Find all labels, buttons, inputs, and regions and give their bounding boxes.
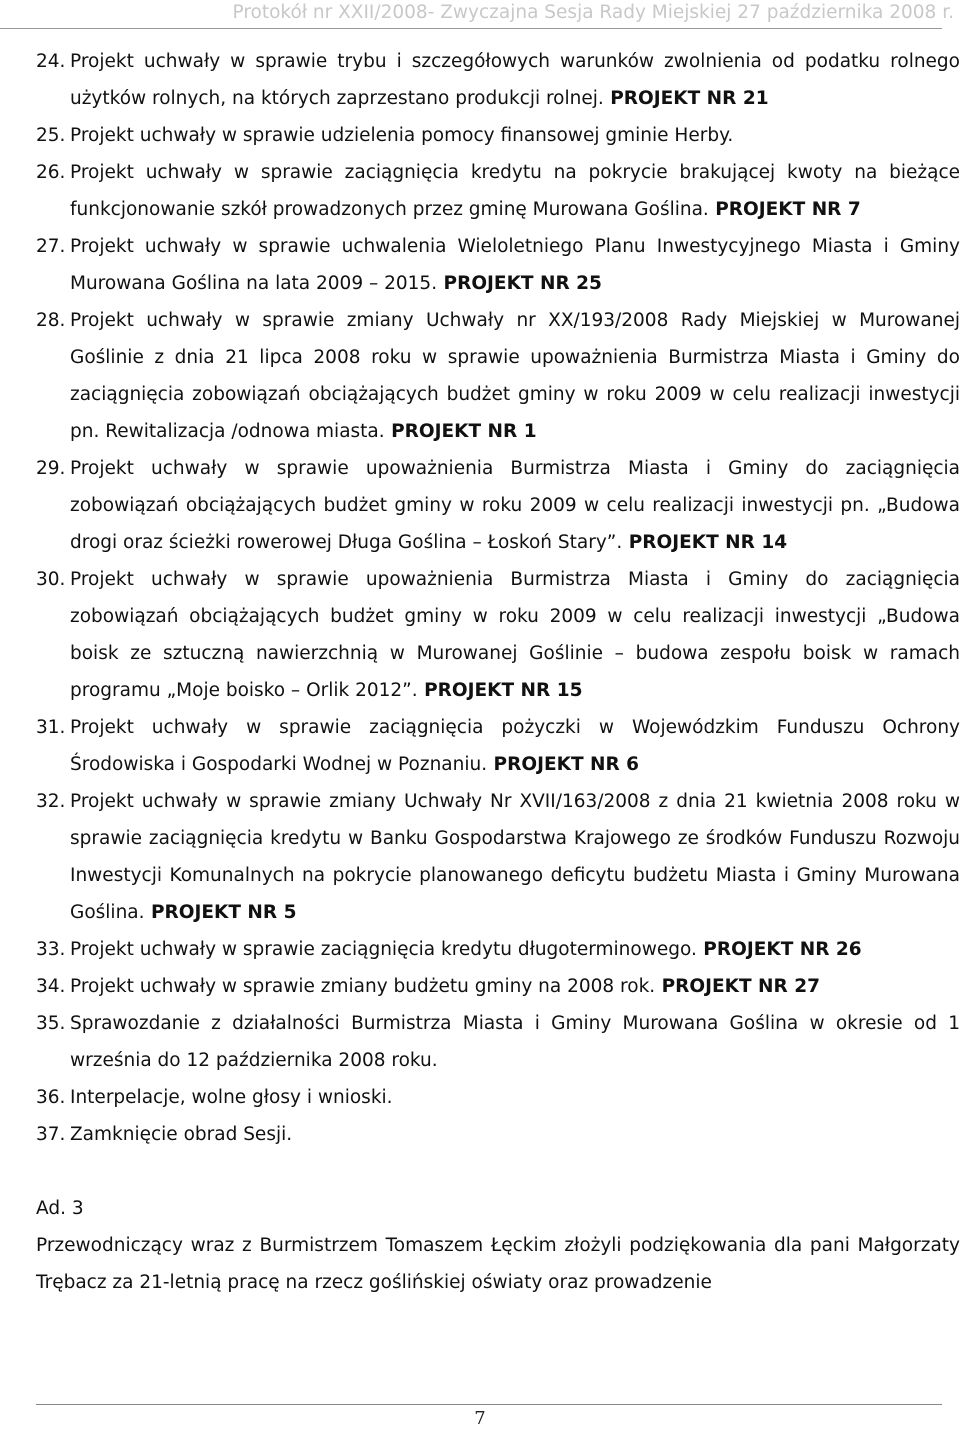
project-number: PROJEKT NR 25 xyxy=(437,273,602,294)
agenda-item-text: Sprawozdanie z działalności Burmistrza Miasta i Gminy Murowana Goślina w okresie od 1 września do 12 października 2008 roku. xyxy=(70,1013,960,1071)
agenda-item-number: 35. xyxy=(36,1013,66,1034)
agenda-item-body xyxy=(70,783,960,931)
agenda-item-text: Projekt uchwały w sprawie zmiany Uchwały Nr XVII/163/2008 z dnia 21 kwietnia 2008 roku w sprawie zaciągnięcia kredytu w Banku Gospodarstwa Krajowego ze środków Funduszu Rozwoju Inwestycji Komunalnych na pokrycie planowanego deficytu budżetu Miasta i Gminy Murowana Goślina. xyxy=(70,791,960,923)
agenda-item-body xyxy=(70,228,960,302)
agenda-item xyxy=(36,783,960,931)
agenda-item-number: 25. xyxy=(36,125,66,146)
agenda-item xyxy=(36,117,960,154)
agenda-item-text: Projekt uchwały w sprawie uchwalenia Wieloletniego Planu Inwestycyjnego Miasta i Gminy Murowana Goślina na lata 2009 – 2015. xyxy=(70,236,960,294)
page-number: 7 xyxy=(474,1408,486,1429)
agenda-item-number: 36. xyxy=(36,1087,66,1108)
agenda-list xyxy=(36,43,960,1153)
agenda-item-body xyxy=(70,450,960,561)
agenda-item-body xyxy=(70,968,960,1005)
agenda-item-body xyxy=(70,1005,960,1079)
agenda-item xyxy=(36,968,960,1005)
agenda-item-number: 28. xyxy=(36,310,66,331)
agenda-item xyxy=(36,1116,960,1153)
agenda-item-text: Projekt uchwały w sprawie zaciągnięcia kredytu długoterminowego. xyxy=(70,939,697,960)
agenda-item xyxy=(36,931,960,968)
agenda-item-text: Projekt uchwały w sprawie zmiany Uchwały nr XX/193/2008 Rady Miejskiej w Murowanej Goślinie z dnia 21 lipca 2008 roku w sprawie upoważnienia Burmistrza Miasta i Gminy do zaciągnięcia zobowiązań obciążających budżet gminy w roku 2009 w celu realizacji inwestycji pn. Rewitalizacja /odnowa miasta. xyxy=(70,310,960,442)
agenda-item-number: 33. xyxy=(36,939,66,960)
agenda-item-number: 37. xyxy=(36,1124,66,1145)
spacer xyxy=(36,1153,960,1190)
agenda-item-body xyxy=(70,1079,960,1116)
agenda-item xyxy=(36,154,960,228)
project-number: PROJEKT NR 1 xyxy=(384,421,537,442)
agenda-item-body xyxy=(70,117,960,154)
agenda-item-text: Projekt uchwały w sprawie zaciągnięcia pożyczki w Wojewódzkim Funduszu Ochrony Środowiska i Gospodarki Wodnej w Poznaniu. xyxy=(70,717,960,775)
agenda-item-number: 31. xyxy=(36,717,66,738)
agenda-item xyxy=(36,450,960,561)
agenda-item-body xyxy=(70,931,960,968)
agenda-item-number: 27. xyxy=(36,236,66,257)
project-number: PROJEKT NR 5 xyxy=(144,902,297,923)
agenda-item-body xyxy=(70,154,960,228)
project-number: PROJEKT NR 27 xyxy=(655,976,820,997)
agenda-item-text: Zamknięcie obrad Sesji. xyxy=(70,1124,293,1145)
agenda-item-text: Projekt uchwały w sprawie upoważnienia Burmistrza Miasta i Gminy do zaciągnięcia zobowiązań obciążających budżet gminy w roku 2009 w celu realizacji inwestycji „Budowa boisk ze sztuczną nawierzchnią w Murowanej Goślinie – budowa zespołu boisk w ramach programu „Moje boisko – Orlik 2012”. xyxy=(70,569,960,701)
project-number: PROJEKT NR 21 xyxy=(603,88,769,109)
agenda-item xyxy=(36,302,960,450)
agenda-item-number: 30. xyxy=(36,569,66,590)
agenda-item-body xyxy=(70,1116,960,1153)
agenda-item-body xyxy=(70,561,960,709)
agenda-item-number: 24. xyxy=(36,51,66,72)
agenda-item-number: 34. xyxy=(36,976,66,997)
agenda-item-body xyxy=(70,43,960,117)
agenda-item-number: 26. xyxy=(36,162,66,183)
agenda-item-body xyxy=(70,302,960,450)
document-body xyxy=(36,43,960,1301)
project-number: PROJEKT NR 6 xyxy=(487,754,640,775)
footer-divider xyxy=(36,1404,942,1405)
ad-paragraph: Przewodniczący wraz z Burmistrzem Tomaszem Łęckim złożyli podziękowania dla pani Małgorzaty Trębacz za 21-letnią pracę na rzecz goślińskiej oświaty oraz prowadzenie xyxy=(36,1235,960,1293)
header-divider xyxy=(0,28,942,29)
agenda-item-number: 32. xyxy=(36,791,66,812)
agenda-item-body xyxy=(70,709,960,783)
project-number: PROJEKT NR 26 xyxy=(696,939,862,960)
agenda-item xyxy=(36,709,960,783)
agenda-item xyxy=(36,228,960,302)
agenda-item-text: Interpelacje, wolne głosy i wnioski. xyxy=(70,1087,393,1108)
agenda-item xyxy=(36,1079,960,1116)
agenda-item-text: Projekt uchwały w sprawie udzielenia pomocy finansowej gminie Herby. xyxy=(70,125,734,146)
project-number: PROJEKT NR 14 xyxy=(622,532,788,553)
agenda-item xyxy=(36,43,960,117)
agenda-item-text: Projekt uchwały w sprawie trybu i szczegółowych warunków zwolnienia od podatku rolnego użytków rolnych, na których zaprzestano produkcji rolnej. xyxy=(70,51,960,109)
agenda-item-text: Projekt uchwały w sprawie zmiany budżetu gminy na 2008 rok. xyxy=(70,976,656,997)
agenda-item-number: 29. xyxy=(36,458,66,479)
project-number: PROJEKT NR 7 xyxy=(708,199,861,220)
agenda-item xyxy=(36,1005,960,1079)
project-number: PROJEKT NR 15 xyxy=(417,680,583,701)
agenda-item xyxy=(36,561,960,709)
document-header: Protokół nr XXII/2008- Zwyczajna Sesja Rady Miejskiej 27 października 2008 r. xyxy=(232,2,954,23)
agenda-item-text: Projekt uchwały w sprawie zaciągnięcia kredytu na pokrycie brakującej kwoty na bieżące funkcjonowanie szkół prowadzonych przez gminę Murowana Goślina. xyxy=(70,162,960,220)
ad-heading: Ad. 3 xyxy=(36,1198,84,1219)
agenda-item-text: Projekt uchwały w sprawie upoważnienia Burmistrza Miasta i Gminy do zaciągnięcia zobowiązań obciążających budżet gminy w roku 2009 w celu realizacji inwestycji pn. „Budowa drogi oraz ścieżki rowerowej Długa Goślina – Łoskoń Stary”. xyxy=(70,458,960,553)
